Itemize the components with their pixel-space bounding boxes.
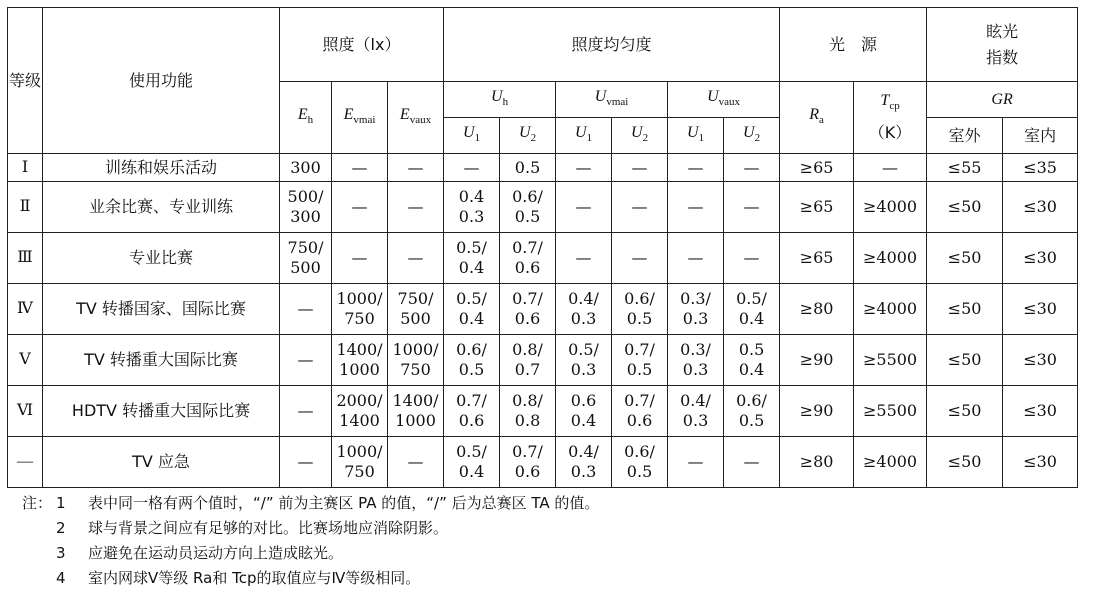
value-cell: 0.4/ 0.3	[556, 284, 612, 335]
value-cell: 0.8/ 0.8	[500, 386, 556, 437]
function-cell: TV 转播重大国际比赛	[43, 335, 280, 386]
value-cell: ≤50	[927, 182, 1003, 233]
value-cell: 1000/ 750	[388, 335, 444, 386]
header-uh-u1: $U_1$	[444, 118, 500, 154]
value-cell: —	[280, 284, 332, 335]
header-uvmai-u1: $U_1$	[556, 118, 612, 154]
note-number: 3	[56, 543, 66, 562]
value-cell: ≤50	[927, 386, 1003, 437]
value-cell: 0.7/ 0.6	[500, 437, 556, 488]
value-cell: —	[668, 182, 724, 233]
value-cell: 0.5	[500, 154, 556, 182]
grade-cell: Ⅲ	[8, 233, 43, 284]
note-item	[22, 565, 1082, 590]
value-cell: —	[724, 182, 780, 233]
note-item	[22, 515, 1082, 540]
value-cell: ≤30	[1003, 284, 1078, 335]
value-cell: —	[280, 386, 332, 437]
value-cell: 1400/ 1000	[332, 335, 388, 386]
value-cell: —	[556, 154, 612, 182]
notes-prefix: 注：	[22, 494, 53, 512]
value-cell: ≥65	[780, 182, 854, 233]
value-cell: 0.3/ 0.3	[668, 284, 724, 335]
table-row	[8, 182, 1078, 233]
header-uvmai-u2: $U_2$	[612, 118, 668, 154]
grade-cell: Ⅱ	[8, 182, 43, 233]
value-cell: 1000/ 750	[332, 437, 388, 488]
value-cell: —	[388, 154, 444, 182]
value-cell: 0.4/ 0.3	[668, 386, 724, 437]
value-cell: —	[854, 154, 927, 182]
value-cell: —	[724, 233, 780, 284]
table-row	[8, 335, 1078, 386]
header-evmai: $E_{vmai}$	[332, 82, 388, 154]
value-cell: —	[612, 182, 668, 233]
value-cell: —	[668, 233, 724, 284]
table-row	[8, 437, 1078, 488]
header-function: 使用功能	[43, 8, 280, 154]
header-tcp: $T_{cp}$ （K）	[854, 82, 927, 154]
value-cell: 750/ 500	[388, 284, 444, 335]
grade-cell: Ⅴ	[8, 335, 43, 386]
value-cell: —	[724, 437, 780, 488]
function-cell: 业余比赛、专业训练	[43, 182, 280, 233]
value-cell: —	[332, 154, 388, 182]
header-indoor: 室内	[1003, 118, 1078, 154]
table-notes	[22, 490, 1082, 590]
value-cell: ≥4000	[854, 233, 927, 284]
function-cell: TV 转播国家、国际比赛	[43, 284, 280, 335]
value-cell: —	[388, 182, 444, 233]
value-cell: 750/ 500	[280, 233, 332, 284]
value-cell: ≤30	[1003, 386, 1078, 437]
value-cell: ≤30	[1003, 233, 1078, 284]
value-cell: —	[724, 154, 780, 182]
value-cell: ≤35	[1003, 154, 1078, 182]
value-cell: 0.5/ 0.4	[444, 284, 500, 335]
lighting-standard-table	[7, 7, 1078, 488]
value-cell: 0.5 0.4	[724, 335, 780, 386]
value-cell: ≤50	[927, 284, 1003, 335]
header-uh-u2: $U_2$	[500, 118, 556, 154]
note-text: 表中同一格有两个值时，“/” 前为主赛区 PA 的值，“/” 后为总赛区 TA 的值。	[88, 494, 600, 512]
header-uvaux-u1: $U_1$	[668, 118, 724, 154]
header-uniformity: 照度均匀度	[444, 8, 780, 82]
value-cell: 0.7/ 0.6	[500, 284, 556, 335]
value-cell: 300	[280, 154, 332, 182]
table-row	[8, 284, 1078, 335]
value-cell: —	[556, 233, 612, 284]
value-cell: ≥90	[780, 335, 854, 386]
header-illuminance: 照度（lx）	[280, 8, 444, 82]
header-light-source: 光 源	[780, 8, 927, 82]
value-cell: —	[612, 233, 668, 284]
note-item	[22, 490, 1082, 515]
value-cell: —	[668, 437, 724, 488]
header-uvmai: $U_{vmai}$	[556, 82, 668, 118]
value-cell: 0.5/ 0.4	[724, 284, 780, 335]
value-cell: 0.3/ 0.3	[668, 335, 724, 386]
header-ra: $R_a$	[780, 82, 854, 154]
value-cell: ≥4000	[854, 182, 927, 233]
value-cell: ≤50	[927, 335, 1003, 386]
note-number: 2	[56, 518, 66, 537]
header-outdoor: 室外	[927, 118, 1003, 154]
value-cell: 0.7/ 0.6	[444, 386, 500, 437]
value-cell: 0.7/ 0.6	[500, 233, 556, 284]
value-cell: 0.5/ 0.4	[444, 233, 500, 284]
value-cell: ≥90	[780, 386, 854, 437]
value-cell: —	[612, 154, 668, 182]
value-cell: 500/ 300	[280, 182, 332, 233]
value-cell: 2000/ 1400	[332, 386, 388, 437]
header-uvaux-u2: $U_2$	[724, 118, 780, 154]
note-text: 室内网球Ⅴ等级 Ra和 Tcp的取值应与Ⅳ等级相同。	[88, 569, 421, 587]
value-cell: 0.6/ 0.5	[500, 182, 556, 233]
value-cell: 1000/ 750	[332, 284, 388, 335]
header-uvaux: $U_{vaux}$	[668, 82, 780, 118]
grade-cell: —	[8, 437, 43, 488]
value-cell: —	[388, 437, 444, 488]
value-cell: —	[332, 182, 388, 233]
value-cell: ≤55	[927, 154, 1003, 182]
header-eh: $E_h$	[280, 82, 332, 154]
function-cell: 训练和娱乐活动	[43, 154, 280, 182]
header-uh: $U_h$	[444, 82, 556, 118]
function-cell: 专业比赛	[43, 233, 280, 284]
value-cell: 0.5/ 0.4	[444, 437, 500, 488]
value-cell: ≥80	[780, 284, 854, 335]
header-tcp-unit: （K）	[868, 122, 912, 142]
grade-cell: Ⅵ	[8, 386, 43, 437]
value-cell: ≤30	[1003, 437, 1078, 488]
value-cell: —	[332, 233, 388, 284]
value-cell: 0.5/ 0.3	[556, 335, 612, 386]
value-cell: ≥5500	[854, 335, 927, 386]
value-cell: 0.7/ 0.5	[612, 335, 668, 386]
note-item	[22, 540, 1082, 565]
value-cell: ≥65	[780, 154, 854, 182]
value-cell: 0.6 0.4	[556, 386, 612, 437]
value-cell: ≥5500	[854, 386, 927, 437]
value-cell: 0.8/ 0.7	[500, 335, 556, 386]
grade-cell: Ⅳ	[8, 284, 43, 335]
function-cell: TV 应急	[43, 437, 280, 488]
value-cell: 0.6/ 0.5	[612, 437, 668, 488]
value-cell: —	[556, 182, 612, 233]
note-number: 4	[56, 568, 66, 587]
value-cell: 0.6/ 0.5	[444, 335, 500, 386]
note-text: 应避免在运动员运动方向上造成眩光。	[88, 544, 344, 562]
value-cell: —	[444, 154, 500, 182]
value-cell: ≤50	[927, 437, 1003, 488]
table-row	[8, 233, 1078, 284]
value-cell: 1400/ 1000	[388, 386, 444, 437]
table-row	[8, 386, 1078, 437]
value-cell: —	[668, 154, 724, 182]
value-cell: ≥65	[780, 233, 854, 284]
value-cell: 0.4 0.3	[444, 182, 500, 233]
value-cell: —	[280, 335, 332, 386]
value-cell: ≥4000	[854, 284, 927, 335]
header-grade: 等级	[8, 8, 43, 154]
value-cell: —	[388, 233, 444, 284]
header-evaux: $E_{vaux}$	[388, 82, 444, 154]
function-cell: HDTV 转播重大国际比赛	[43, 386, 280, 437]
value-cell: ≤30	[1003, 335, 1078, 386]
value-cell: 0.6/ 0.5	[724, 386, 780, 437]
value-cell: ≥80	[780, 437, 854, 488]
value-cell: 0.4/ 0.3	[556, 437, 612, 488]
header-gr: GR	[927, 82, 1078, 118]
table-row	[8, 154, 1078, 182]
grade-cell: Ⅰ	[8, 154, 43, 182]
value-cell: ≤30	[1003, 182, 1078, 233]
value-cell: —	[280, 437, 332, 488]
value-cell: ≤50	[927, 233, 1003, 284]
note-text: 球与背景之间应有足够的对比。比赛场地应消除阴影。	[88, 519, 449, 537]
value-cell: 0.7/ 0.6	[612, 386, 668, 437]
header-glare-index: 眩光 指数	[927, 8, 1078, 82]
value-cell: 0.6/ 0.5	[612, 284, 668, 335]
note-number: 1	[56, 493, 66, 512]
value-cell: ≥4000	[854, 437, 927, 488]
